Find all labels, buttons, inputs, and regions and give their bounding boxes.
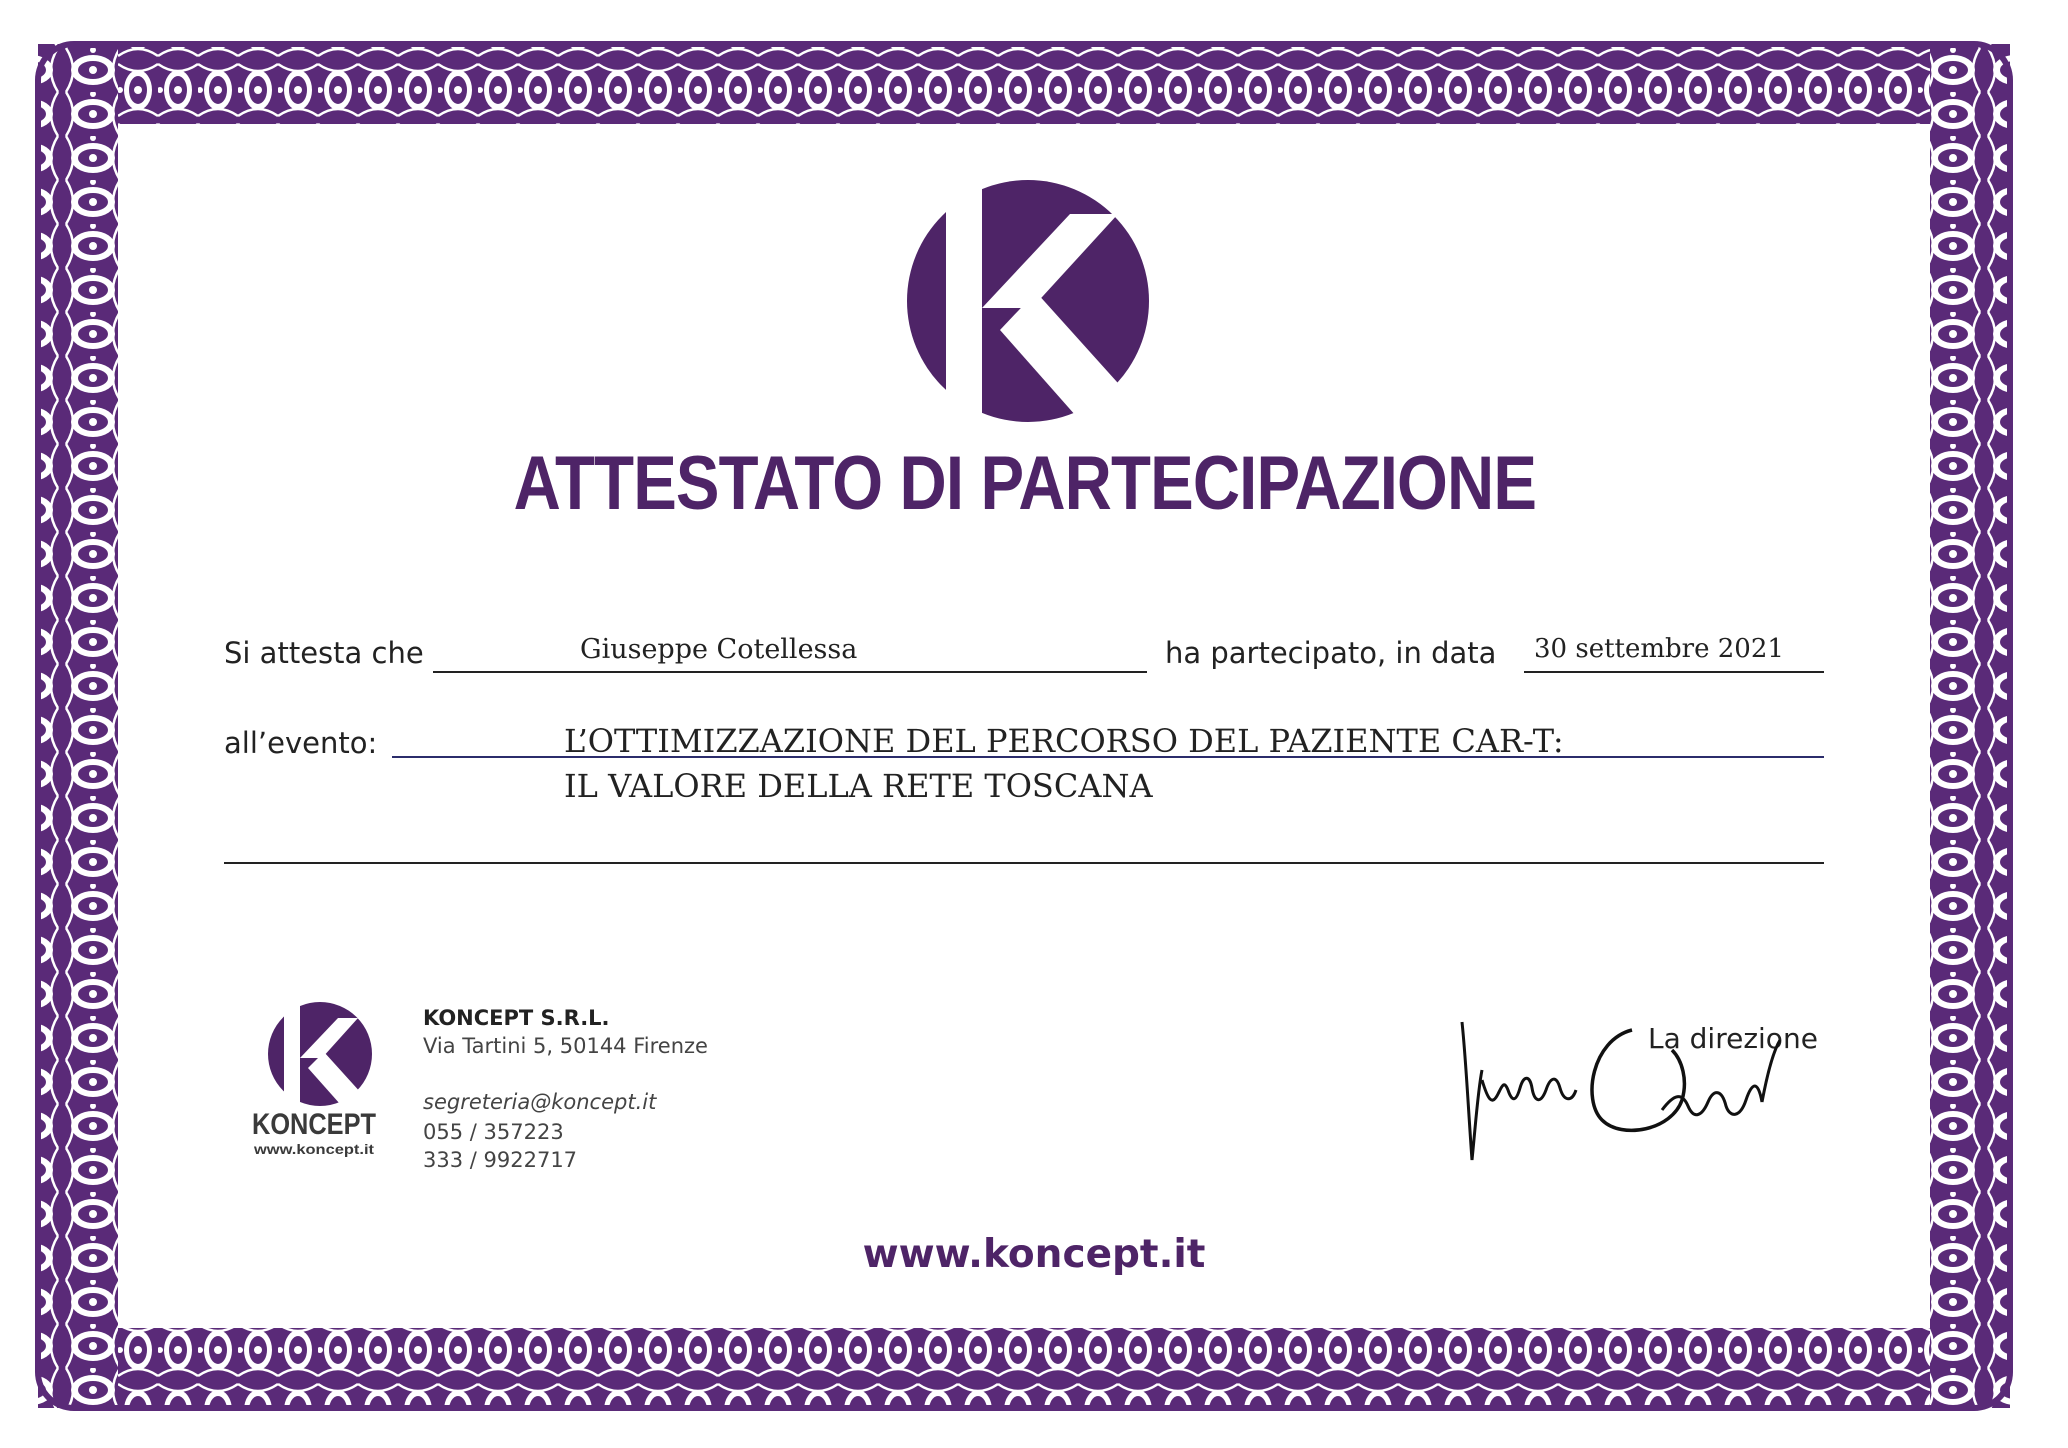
participation-label: ha partecipato, in data [1165,636,1497,670]
koncept-company-logo-icon [252,1002,382,1162]
company-logo-text: KONCEPT [252,1108,376,1141]
event-title-line-2: IL VALORE DELLA RETE TOSCANA [564,767,1153,805]
signature-label: La direzione [1648,1022,1818,1055]
date-underline [1524,671,1824,673]
participant-name: Giuseppe Cotellessa [580,634,858,665]
intro-label: Si attesta che [224,636,424,670]
company-email: segreteria@koncept.it [423,1090,657,1114]
certificate-title: ATTESTATO DI PARTECIPAZIONE [513,441,1537,526]
event-label: all’evento: [224,726,378,760]
name-underline [433,671,1147,673]
koncept-k-logo-icon [904,180,1152,422]
handwritten-signature [1452,1010,1792,1170]
company-phone-2: 333 / 9922717 [423,1148,578,1172]
company-address: Via Tartini 5, 50144 Firenze [423,1034,708,1058]
company-name: KONCEPT S.R.L. [423,1006,610,1030]
company-phone-1: 055 / 357223 [423,1120,564,1144]
event-date: 30 settembre 2021 [1534,634,1784,664]
company-logo-url: www.koncept.it [252,1141,375,1157]
event-second-underline [224,862,1824,864]
event-title-line-1: L’OTTIMIZZAZIONE DEL PERCORSO DEL PAZIENTE CAR-T: [564,722,1564,760]
footer-website[interactable]: www.koncept.it [862,1232,1206,1277]
